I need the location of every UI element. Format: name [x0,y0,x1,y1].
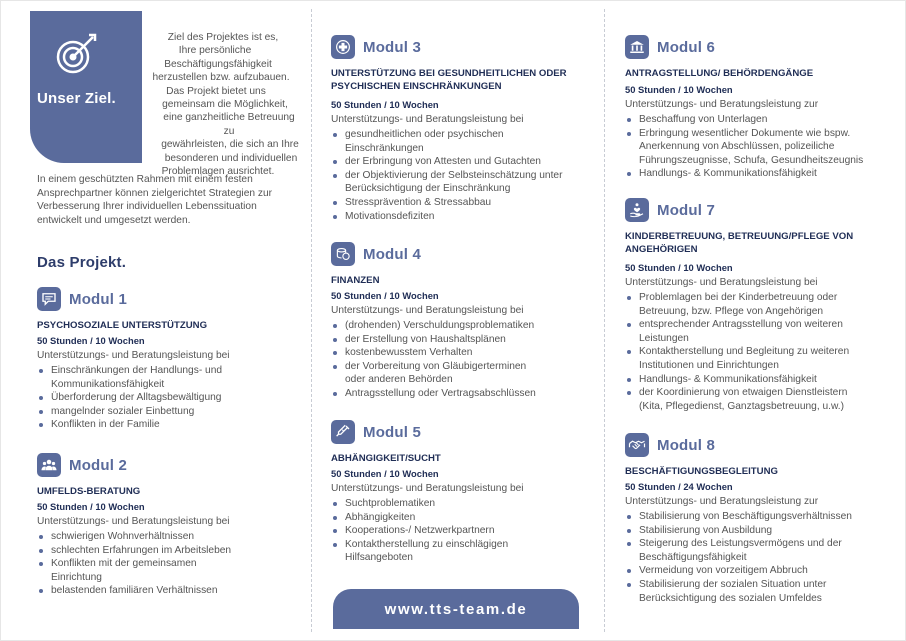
module-bullet-list [625,510,852,605]
bullet-item [625,386,849,413]
module-hours: 50 Stunden / 10 Wochen [625,84,733,95]
bullet-line: Suchtproblematiken [345,498,436,509]
module-bullet-list [37,364,222,432]
fold-line-1 [311,9,312,632]
bullet-line: Berücksichtigung der Einschränkung [345,183,511,195]
bullet-line: Abhängigkeiten [345,511,416,523]
bullet-item [625,564,852,578]
bullet-line: schwierigen Wohnverhältnissen [51,531,195,542]
bullet-item [331,360,536,387]
module-header [331,241,421,267]
module-header [331,34,421,60]
bullet-item [331,155,562,169]
ziel-text [105,31,301,178]
module-subtitle [331,453,441,466]
ziel-line: Ihre persönliche [178,45,252,57]
bullet-item [331,210,562,224]
bullet-item [331,387,536,401]
module-bullet-list [331,497,508,565]
ziel-paragraph [37,173,307,227]
bullet-line: der Erbringung von Attesten und Gutachten [345,156,541,168]
bullet-line: Anerkennung von Abschlüssen, polizeiliche [639,141,835,153]
module-intro: Unterstützungs- und Beratungsleistung zur [625,496,819,507]
bullet-item [37,364,222,391]
module-intro: Unterstützungs- und Beratungsleistung bei [37,516,230,527]
ziel-line: Beschäftigungsfähigkeit [164,58,272,70]
bullet-line: entsprechender Antragsstellung von weiteren [639,319,843,331]
bullet-item [331,319,536,333]
module-bullet-list [331,319,536,401]
bullet-item [625,127,863,168]
module-title: Modul 7 [657,201,716,219]
ziel-label: Unser Ziel. [37,90,116,107]
module-bullet-list [625,113,863,181]
bullet-line: Leistungen [639,332,689,344]
bullet-line: Antragsstellung oder Vertragsabschlüssen [345,387,536,399]
module-hours: 50 Stunden / 10 Wochen [37,501,145,512]
bullet-line: Einrichtung [51,571,102,583]
module-subtitle-line: FINANZEN [331,275,380,286]
bullet-line: Stabilisierung von Beschäftigungsverhältnissen [639,511,852,522]
target-icon [53,31,99,77]
module-subtitle-line: ABHÄNGIGKEIT/SUCHT [331,453,441,464]
bullet-item [625,510,852,524]
bullet-line: Handlungs- & Kommunikationsfähigkeit [639,168,817,180]
bullet-item [331,333,536,347]
website-link[interactable]: www.tts-team.de [384,600,528,618]
bullet-line: Kooperations-/ Netzwerkpartnern [345,525,495,537]
bullet-line: Einschränkungen der Handlungs- und [51,365,223,376]
bullet-line: Stabilisierung der sozialen Situation unter [639,578,827,590]
bullet-item [625,524,852,538]
website-banner[interactable] [333,589,579,629]
bullet-item [331,524,508,538]
module-subtitle-line: ANGEHÖRIGEN [625,243,698,255]
module-subtitle-line: UNTERSTÜTZUNG BEI GESUNDHEITLICHEN ODER [331,68,567,79]
bullet-item [37,391,222,405]
bullet-line: Kontaktherstellung und Begleitung zu weiteren [639,346,850,358]
module-subtitle-line: UMFELDS-BERATUNG [37,486,141,497]
bullet-line: der Erstellung von Haushaltsplänen [345,333,506,345]
module-intro: Unterstützungs- und Beratungsleistung bei [37,350,230,361]
bullet-item [331,196,562,210]
module-bullet-list [331,128,562,223]
bullet-line: Beschäftigungsfähigkeit [639,551,747,563]
module-subtitle [625,231,853,256]
bullet-item [625,318,849,345]
bullet-item [625,167,863,181]
module-subtitle [331,68,567,93]
bullet-item [625,373,849,387]
bullet-line: Kontaktherstellung zu einschlägigen [345,538,509,550]
module-title: Modul 1 [69,290,128,308]
module-title: Modul 3 [363,38,422,56]
bullet-item [331,538,508,565]
bullet-item [37,584,231,598]
module-subtitle [331,275,380,288]
paragraph-line: Ansprechpartner können zielgerichtet Strategien zur [37,187,273,199]
caring-hand-icon [625,198,649,222]
bullet-line: Stabilisierung von Ausbildung [639,524,773,536]
module-hours: 50 Stunden / 10 Wochen [331,99,439,110]
module-intro: Unterstützungs- und Beratungsleistung bei [331,305,524,316]
module-hours: 50 Stunden / 10 Wochen [331,468,439,479]
bullet-line: Konflikten mit der gemeinsamen [51,558,197,570]
bullet-line: oder anderen Behörden [345,374,453,386]
handshake-icon [625,433,649,457]
module-bullet-list [37,530,231,598]
bullet-item [331,511,508,525]
bullet-line: der Koordinierung von etwaigen Dienstleistern [639,387,848,399]
bullet-item [625,345,849,372]
bullet-line: Kommunikationsfähigkeit [51,378,165,390]
ziel-line: Ziel des Projektes ist es, [167,32,279,43]
bullet-line: (drohenden) Verschuldungsproblematiken [345,320,535,331]
bullet-item [625,578,852,605]
ziel-line: besonderen und individuellen [164,152,298,164]
bullet-line: der Vorbereitung von Gläubigerterminen [345,360,527,372]
bullet-line: gesundheitlichen oder psychischen [345,129,504,140]
bullet-line: Institutionen und Einrichtungen [639,359,779,371]
module-header [625,432,715,458]
group-icon [37,453,61,477]
bullet-item [625,537,852,564]
paragraph-line: In einem geschützten Rahmen mit einem festen [37,174,253,185]
bullet-line: Hilfsangeboten [345,552,413,564]
bullet-item [37,544,231,558]
bullet-line: Berücksichtigung des sozialen Umfeldes [639,592,822,604]
bullet-item [331,346,536,360]
module-hours: 50 Stunden / 24 Wochen [625,481,733,492]
bullet-line: belastenden familiären Verhältnissen [51,585,218,597]
module-header [625,34,715,60]
module-title: Modul 2 [69,456,128,474]
paragraph-line: Verbesserung Ihrer individuellen Lebenssituation [37,201,257,213]
bullet-line: Steigerung des Leistungsvermögens und der [639,538,842,550]
module-subtitle-line: PSYCHOSOZIALE UNTERSTÜTZUNG [37,320,208,331]
module-subtitle-line: KINDERBETREUUNG, BETREUUNG/PFLEGE VON [625,231,854,242]
module-subtitle [625,68,813,81]
speech-bubble-icon [37,287,61,311]
ziel-line: gemeinsam die Möglichkeit, [162,99,288,111]
module-bullet-list [625,291,849,413]
module-intro: Unterstützungs- und Beratungsleistung bei [331,114,524,125]
bullet-line: Handlungs- & Kommunikationsfähigkeit [639,373,817,385]
projekt-title: Das Projekt. [37,254,127,271]
bullet-item [37,405,222,419]
bullet-item [331,169,562,196]
ziel-line: eine ganzheitliche Betreuung zu [163,112,295,137]
bullet-line: schlechten Erfahrungen im Arbeitsleben [51,544,232,556]
module-subtitle [37,320,207,333]
module-title: Modul 4 [363,245,422,263]
bullet-item [625,113,863,127]
bullet-item [37,557,231,584]
module-title: Modul 5 [363,423,422,441]
module-title: Modul 8 [657,436,716,454]
module-subtitle [625,466,778,479]
ziel-line: Problemlagen ausrichtet. [161,166,275,178]
module-header [37,286,127,312]
module-header [331,419,421,445]
bullet-line: Problemlagen bei der Kinderbetreuung oder [639,292,838,303]
medical-cross-icon [331,35,355,59]
bullet-line: Führungszeugnisse, Schufa, Gesundheitszeugnis [639,154,864,166]
bullet-line: Konflikten in der Familie [51,419,160,431]
coins-icon [331,242,355,266]
syringe-icon [331,420,355,444]
module-intro: Unterstützungs- und Beratungsleistung bei [625,277,818,288]
bullet-line: Einschränkungen [345,142,424,154]
bullet-line: Überforderung der Alltagsbewältigung [51,392,222,404]
bullet-item [331,128,562,155]
module-subtitle-line: BESCHÄFTIGUNGSBEGLEITUNG [625,466,778,477]
module-intro: Unterstützungs- und Beratungsleistung bei [331,483,524,494]
bullet-item [625,291,849,318]
bullet-line: Stressprävention & Stressabbau [345,196,492,208]
bullet-item [331,497,508,511]
bullet-line: der Objektivierung der Selbsteinschätzung unter [345,169,563,181]
bullet-line: kostenbewusstem Verhalten [345,347,473,359]
module-hours: 50 Stunden / 10 Wochen [625,262,733,273]
bullet-item [37,530,231,544]
module-subtitle-line: PSYCHISCHEN EINSCHRÄNKUNGEN [331,80,502,92]
ziel-line: Das Projekt bietet uns [166,85,266,97]
ziel-line: gewährleisten, die sich an Ihre [161,139,299,151]
bullet-line: Motivationsdefiziten [345,210,435,222]
module-title: Modul 6 [657,38,716,56]
paragraph-line: entwickelt und umgesetzt werden. [37,214,191,226]
module-subtitle-line: ANTRAGSTELLUNG/ BEHÖRDENGÄNGE [625,68,814,79]
bullet-item [37,418,222,432]
bullet-line: mangelnder sozialer Einbettung [51,405,195,417]
module-header [625,197,715,223]
module-subtitle [37,486,140,499]
module-header [37,452,127,478]
bullet-line: Beschaffung von Unterlagen [639,114,768,125]
module-hours: 50 Stunden / 10 Wochen [37,335,145,346]
ziel-line: herzustellen bzw. aufzubauen. [152,72,290,84]
bullet-line: (Kita, Pflegedienst, Ganztagsbetreuung, u.w.) [639,400,845,412]
bank-icon [625,35,649,59]
bullet-line: Vermeidung von vorzeitigem Abbruch [639,565,808,577]
fold-line-2 [604,9,605,632]
bullet-line: Betreuung, bzw. Pflege von Angehörigen [639,305,824,317]
bullet-line: Erbringung wesentlicher Dokumente wie bspw. [639,127,851,139]
module-hours: 50 Stunden / 10 Wochen [331,290,439,301]
module-intro: Unterstützungs- und Beratungsleistung zur [625,99,819,110]
